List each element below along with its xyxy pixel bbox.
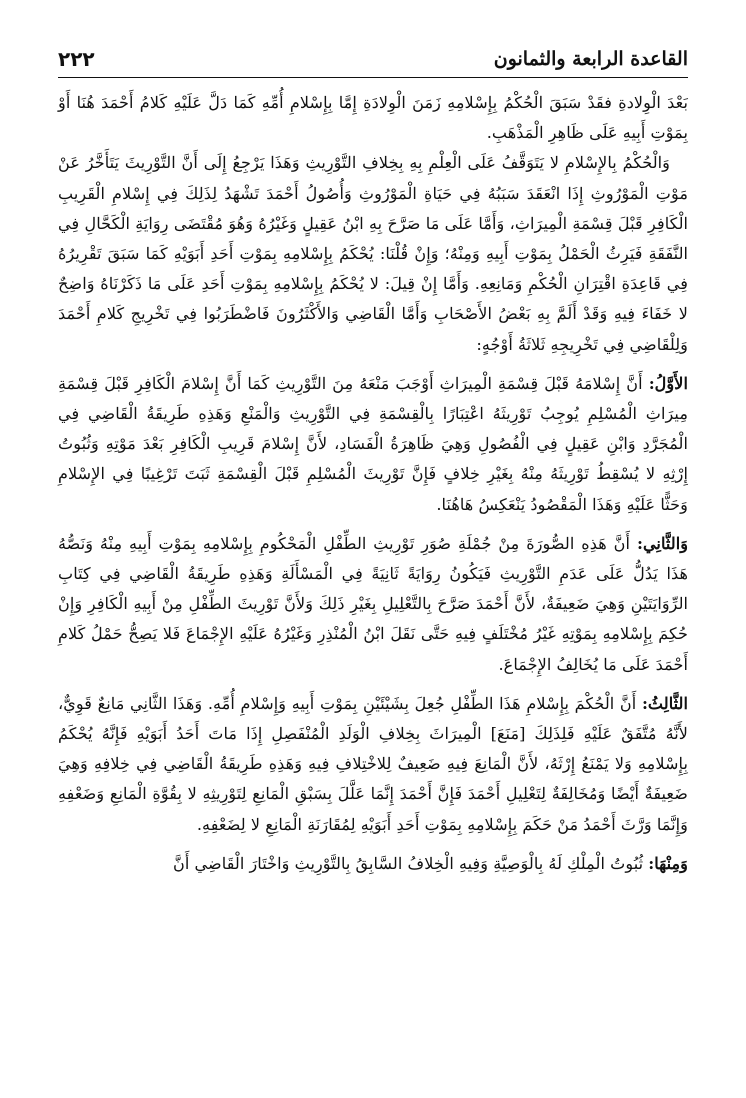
paragraph-lead: وَالثَّانِي:: [636, 533, 689, 553]
page-number: ٢٢٢: [58, 47, 95, 71]
header-divider: [58, 77, 688, 78]
paragraph-lead: الأَوَّلُ:: [648, 373, 688, 393]
paragraph-text: أَنَّ إِسْلامَهُ قَبْلَ قِسْمَةِ الْمِيرَاثِ أَوْجَبَ مَنْعَهُ مِنَ التَّوْرِيثِ كَمَا أَنَّ إِسْلامَ الْكَافِرِ قَبْلَ قِسْمَةِ مِيرَاثِ الْمُسْلِمِ يُوجِبُ تَوْرِيثَهُ اعْتِبَارًا بِالْقِسْمَةِ فِي التَّوْرِيثِ وَالْمَنْعِ وَهَذِهِ طَرِيقَةُ الْقَاضِي فِي الْمُجَرَّدِ وَابْنِ عَقِيلٍ فِي الْفُصُولِ وَهِيَ ظَاهِرَةُ الْفَسَادِ، لأَنَّ إِسْلامَ قَرِيبِ الْكَافِرِ بَعْدَ مَوْتِهِ وَثُبُوتُ إِرْثِهِ لا يُسْقِطُ تَوْرِيثَهُ مِنْهُ بِغَيْرِ خِلافٍ فَإِنَّ تَوْرِيثَ الْمُسْلِمِ قَبْلَ الْقِسْمَةِ ثَبَتَ تَرْغِيبًا فِي الإِسْلامِ وَحَثًّا عَلَيْهِ وَهَذَا الْمَقْصُودُ يَنْعَكِسُ هَاهُنَا.: [58, 373, 688, 514]
paragraph-text: بَعْدَ الْوِلادةِ فقَدْ سَبَقَ الْحُكْمُ بِإِسْلامِهِ زَمَنَ الْوِلادَةِ إِمَّا بِإِسْلامِ أُمِّهِ كَمَا دَلَّ عَلَيْهِ كَلامُ أَحْمَدَ هُنَا أَوْ بِمَوْتِ أَبِيهِ عَلَى ظَاهِرِ الْمَذْهَبِ.: [58, 93, 688, 143]
book-page: [58, 44, 688, 879]
paragraph-lead: الثَّالِثُ:: [641, 693, 688, 713]
paragraph-inheritance-ruling: [58, 148, 688, 359]
paragraph-second-aspect: [58, 529, 688, 680]
paragraph-first-aspect: [58, 369, 688, 520]
page-header: [58, 44, 688, 74]
paragraph-continuation: [58, 88, 688, 148]
paragraph-third-aspect: [58, 689, 688, 840]
paragraph-lead: وَمِنْهَا:: [648, 853, 688, 873]
paragraph-text: أَنَّ الْحُكْمَ بِإِسْلامِ هَذَا الطِّفْلِ جُعِلَ بِشَيْئَيْنِ بِمَوْتِ أَبِيهِ وَإِسْلامِ أُمِّهِ. وَهَذَا الثَّانِي مَانِعٌ قَوِيٌّ، لأَنَّهُ مُتَّفَقٌ عَلَيْهِ فَلِذَلِكَ [مَنَعَ] الْمِيرَاثَ بِخِلافِ الْوَلَدِ الْمُنْفَصِلِ إِذَا مَاتَ أَحَدُ أَبَوَيْهِ فَإِنَّهُ يُحْكَمُ بِإِسْلامِهِ وَلا يَمْنَعُ إِرْثَهُ، لأَنَّ الْمَانِعَ فِيهِ ضَعِيفٌ لِلاخْتِلافِ فِيهِ وَهَذِهِ طَرِيقَةُ الْقَاضِي فِي خِلافِهِ وَهِيَ ضَعِيفَةٌ أَيْضًا وَمُخَالِفَةٌ لِتَعْلِيلِ أَحْمَدَ فَإِنَّ أَحْمَدَ إِنَّمَا عَلَّلَ بِسَبْقِ الْمَانِعِ لِتَوْرِيثِهِ لا بِقُوَّةِ الْمَانِعِ وَضَعْفِهِ وَإِنَّمَا وَرَّثَ أَحْمَدُ مَنْ حَكَمَ بِإِسْلامِهِ بِمَوْتِ أَحَدِ أَبَوَيْهِ لِمُقَارَنَةِ الْمَانِعِ لا لِضَعْفِهِ.: [58, 693, 688, 834]
paragraph-text: أَنَّ هَذِهِ الصُّورَةَ مِنْ جُمْلَةِ صُوَرِ تَوْرِيثِ الطِّفْلِ الْمَحْكُومِ بِإِسْلامِهِ بِمَوْتِ أَبِيهِ مِنْهُ وَنَصُّهُ هَذَا يَدُلُّ عَلَى عَدَمِ التَّوْرِيثِ فَيَكُونُ رِوَايَةً ثَانِيَةً فِي الْمَسْأَلَةِ وَهَذِهِ طَرِيقَةُ الْقَاضِي فِي كِتَابِ الرِّوَايَتَيْنِ وَهِيَ ضَعِيفَةٌ، لأَنَّ أَحْمَدَ صَرَّحَ بِالتَّعْلِيلِ بِغَيْرِ ذَلِكَ وَلأَنَّ تَوْرِيثَ الطِّفْلِ مِنْ أَبِيهِ الْكَافِرِ وَإِنْ حُكِمَ بِإِسْلامِهِ بِمَوْتِهِ غَيْرُ مُخْتَلَفٍ فِيهِ حَتَّى نَقَلَ ابْنُ الْمُنْذِرِ وَغَيْرُهُ عَلَيْهِ الإِجْمَاعَ فَلا يَصِحُّ حَمْلُ كَلامِ أَحْمَدَ عَلَى مَا يُخَالِفُ الإِجْمَاعَ.: [58, 533, 688, 674]
paragraph-text: وَالْحُكْمُ بِالإِسْلامِ لا يَتَوَقَّفُ عَلَى الْعِلْمِ بِهِ بِخِلافِ التَّوْرِيثِ وَهَذَا يَرْجِعُ إِلَى أَنَّ التَّوْرِيثَ يَتَأَخَّرُ عَنْ مَوْتِ الْمَوْرُوثِ إِذَا انْعَقَدَ سَبَبُهُ فِي حَيَاةِ الْمَوْرُوثِ وَأُصُولُ أَحْمَدَ تَشْهَدُ لِذَلِكَ فِي إِسْلامِ الْقَرِيبِ الْكَافِرِ قَبْلَ قِسْمَةِ الْمِيرَاثِ، وَأَمَّا عَلَى مَا صَرَّحَ بِهِ ابْنُ عَقِيلٍ وَغَيْرُهُ وَهُوَ مُقْتَضَى رِوَايَةِ الْكَحَّالِ فِي النَّفَقَةِ فَيَرِثُ الْحَمْلُ بِمَوْتِ أَبِيهِ وَمِنْهُ؛ وَإِنْ قُلْنَا: يُحْكَمُ بِإِسْلامِهِ بِمَوْتِ أَحَدِ أَبَوَيْهِ كَمَا سَبَقَ تَقْرِيرُهُ فِي قَاعِدَةِ اقْتِرَانِ الْحُكْمِ وَمَانِعِهِ. وَأَمَّا إِنْ قِيلَ: لا يُحْكَمُ بِإِسْلامِهِ بِمَوْتِ أَحَدِ عَلَى مَا ذَكَرْنَاهُ وَاضِحٌ لا خَفَاءَ فِيهِ وَقَدْ أَلَمَّ بِهِ بَعْضُ الأَصْحَابِ وَأَمَّا الْقَاضِي وَالأَكْثَرُونَ فَاضْطَرَبُوا فِي تَخْرِيجِ كَلامِ أَحْمَدَ وَلِلْقَاضِي فِي تَخْرِيجِهِ ثَلاثَةُ أَوْجُهٍ:: [58, 153, 688, 354]
chapter-title: القاعدة الرابعة والثمانون: [493, 48, 688, 70]
paragraph-text: ثُبُوتُ الْمِلْكِ لَهُ بِالْوَصِيَّةِ وَفِيهِ الْخِلافُ السَّابِقُ بِالتَّوْرِيثِ وَاخْتَارَ الْقَاضِي أَنَّ: [173, 853, 644, 873]
paragraph-bequest-ownership: [58, 849, 688, 879]
